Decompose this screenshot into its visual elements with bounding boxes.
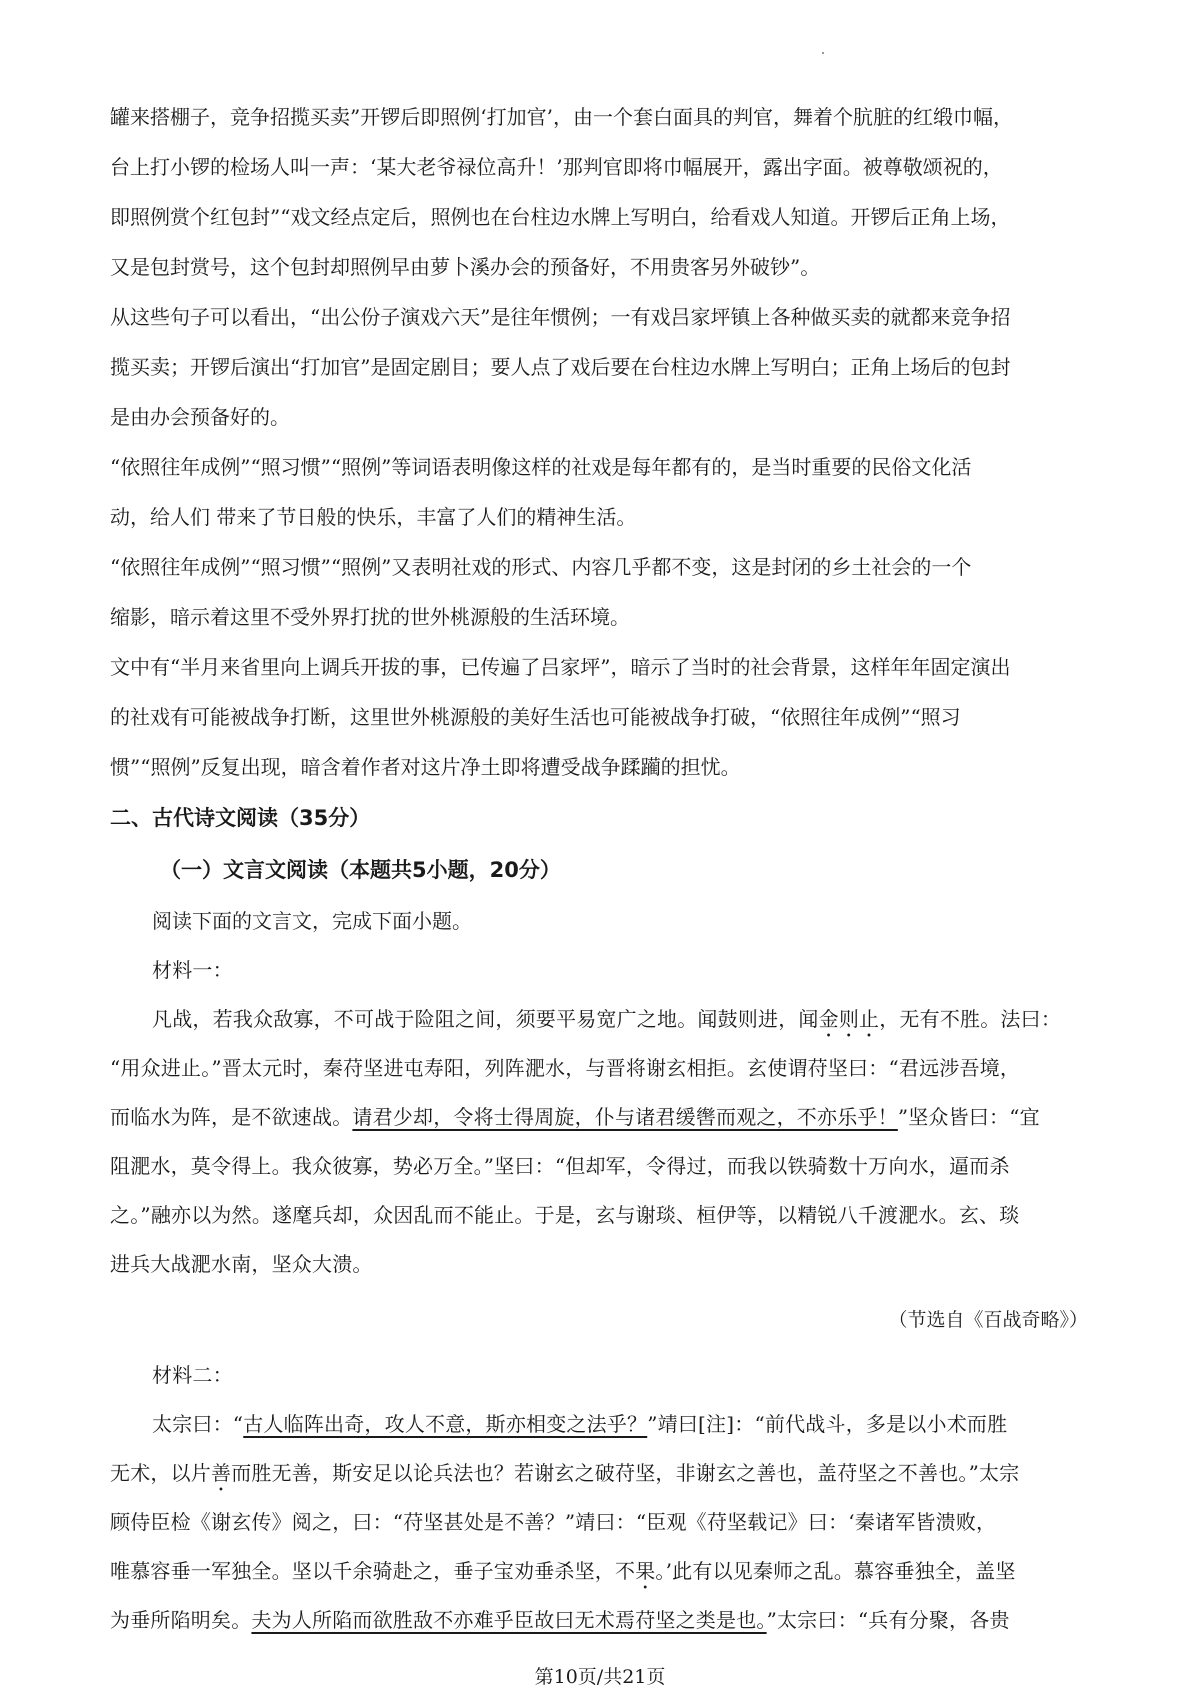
- material-2-label: 材料二：: [152, 1363, 233, 1387]
- text-line: 惯”“照例”反复出现，暗含着作者对这片净土即将遭受战争蹂躏的担忧。: [110, 755, 741, 779]
- subsection-title: （一）文言文阅读（本题共5小题，20分）: [160, 858, 561, 882]
- material-2-text: [110, 1400, 1100, 1645]
- instruction: 阅读下面的文言文，完成下面小题。: [152, 909, 472, 933]
- material-1-source: （节选自《百战奇略》）: [888, 1309, 1088, 1331]
- analysis-paragraph-1: [110, 292, 1100, 442]
- underlined-sentence: 夫为人所陷而欲胜敌不亦难乎臣故曰无术焉苻坚之类是也。: [251, 1608, 767, 1632]
- text-line: 从这些句子可以看出，“出公份子演戏六天”是往年惯例；一有戏吕家坪镇上各种做买卖的就都来竞争招: [110, 305, 1011, 329]
- section-title: 二、古代诗文阅读（35分）: [110, 806, 371, 830]
- text-run: 凡战，若我众敌寡，不可战于险阻之间，须要平易宽广之地。闻鼓则进，闻: [152, 1007, 819, 1031]
- text-line: 顾侍臣检《谢玄传》阅之，曰：“苻坚甚处是不善？”靖曰：“臣观《苻坚载记》曰：‘秦诸军皆溃败，: [110, 1510, 997, 1534]
- emphasized-char: 金: [818, 1007, 839, 1031]
- text-line: 之。”融亦以为然。遂麾兵却，众因乱而不能止。于是，玄与谢琰、桓伊等，以精锐八千渡淝水。玄、琰: [110, 1203, 1020, 1227]
- text-line: “依照往年成例”“照习惯”“照例”又表明社戏的形式、内容几乎都不变，这是封闭的乡土社会的一个: [110, 555, 972, 579]
- material-1-label: 材料一：: [152, 958, 233, 982]
- text-line: [110, 1400, 1100, 1449]
- text-run: 。’此有以见秦师之乱。慕容垂独全，盖坚: [655, 1559, 1016, 1583]
- text-line: [110, 1547, 1100, 1596]
- text-line: 是由办会预备好的。: [110, 405, 290, 429]
- text-line: 的社戏有可能被战争打断，这里世外桃源般的美好生活也可能被战争打破，“依照往年成例”“照习: [110, 705, 961, 729]
- scan-speck: [822, 52, 824, 54]
- text-run: ”靖曰[注]：“前代战斗，多是以小术而胜: [647, 1412, 1008, 1436]
- text-run: ，无有不胜。法曰：: [879, 1007, 1062, 1031]
- text-run: 为垂所陷明矣。: [110, 1608, 252, 1632]
- material-1-text: [110, 995, 1100, 1289]
- text-line: 罐来搭棚子，竞争招揽买卖”开锣后即照例‘打加官’，由一个套白面具的判官，舞着个肮脏的红缎巾幅，: [110, 105, 1013, 129]
- text-line: 进兵大战淝水南，坚众大溃。: [110, 1252, 373, 1276]
- text-run: 太宗曰：“: [152, 1412, 244, 1436]
- underlined-sentence: 请君少却，令将士得周旋，仆与诸君缓辔而观之，不亦乐乎！: [352, 1105, 898, 1129]
- text-line: 台上打小锣的检场人叫一声：‘某大老爷禄位高升！’那判官即将巾幅展开，露出字面。被尊敬颂祝的，: [110, 155, 1003, 179]
- emphasized-char: 止: [859, 1007, 880, 1031]
- quote-paragraph: [110, 92, 1100, 292]
- underlined-sentence: 古人临阵出奇，攻人不意，斯亦相变之法乎？: [243, 1412, 648, 1436]
- text-run: 唯慕容垂一军独全。坚以千余骑赴之，垂子宝劝垂杀坚，不: [110, 1559, 636, 1583]
- text-line: “依照往年成例”“照习惯”“照例”等词语表明像这样的社戏是每年都有的，是当时重要的民俗文化活: [110, 455, 972, 479]
- text-run: ”太宗曰：“兵有分聚，各贵: [766, 1608, 1010, 1632]
- text-line: 揽买卖；开锣后演出“打加官”是固定剧目；要人点了戏后要在台柱边水牌上写明白；正角上场后的包封: [110, 355, 1011, 379]
- text-run: 而临水为阵，是不欲速战。: [110, 1105, 353, 1129]
- analysis-paragraph-3: [110, 542, 1100, 642]
- text-run: 无术，以片: [110, 1461, 211, 1485]
- text-line: [110, 1596, 1100, 1645]
- text-line: 即照例赏个红包封”“戏文经点定后，照例也在台柱边水牌上写明白，给看戏人知道。开锣后正角上场，: [110, 205, 1011, 229]
- text-line: [110, 995, 1100, 1044]
- text-line: [110, 1449, 1100, 1498]
- emphasized-char: 善: [211, 1461, 232, 1485]
- text-run: 而胜无善，斯安足以论兵法也？若谢玄之破苻坚，非谢玄之善也，盖苻坚之不善也。”太宗: [231, 1461, 1020, 1485]
- text-line: 又是包封赏号，这个包封却照例早由萝卜溪办会的预备好，不用贵客另外破钞”。: [110, 255, 821, 279]
- text-line: 动，给人们 带来了节日般的快乐，丰富了人们的精神生活。: [110, 505, 637, 529]
- page-number: 第10页/共21页: [534, 1666, 666, 1688]
- emphasized-char: 果: [635, 1559, 656, 1583]
- text-run: ”坚众皆曰：“宜: [897, 1105, 1040, 1129]
- text-line: [110, 1093, 1100, 1142]
- text-line: “用众进止。”晋太元时，秦苻坚进屯寿阳，列阵淝水，与晋将谢玄相拒。玄使谓苻坚曰：“君远涉吾境，: [110, 1056, 1021, 1080]
- emphasized-char: 则: [838, 1007, 860, 1031]
- analysis-paragraph-2: [110, 442, 1100, 542]
- text-line: 文中有“半月来省里向上调兵开拔的事，已传遍了吕家坪”，暗示了当时的社会背景，这样年年固定演出: [110, 655, 1011, 679]
- text-line: 阻淝水，莫令得上。我众彼寡，势必万全。”坚曰：“但却军，令得过，而我以铁骑数十万向水，逼而杀: [110, 1154, 1010, 1178]
- text-line: 缩影，暗示着这里不受外界打扰的世外桃源般的生活环境。: [110, 605, 630, 629]
- analysis-paragraph-4: [110, 642, 1100, 792]
